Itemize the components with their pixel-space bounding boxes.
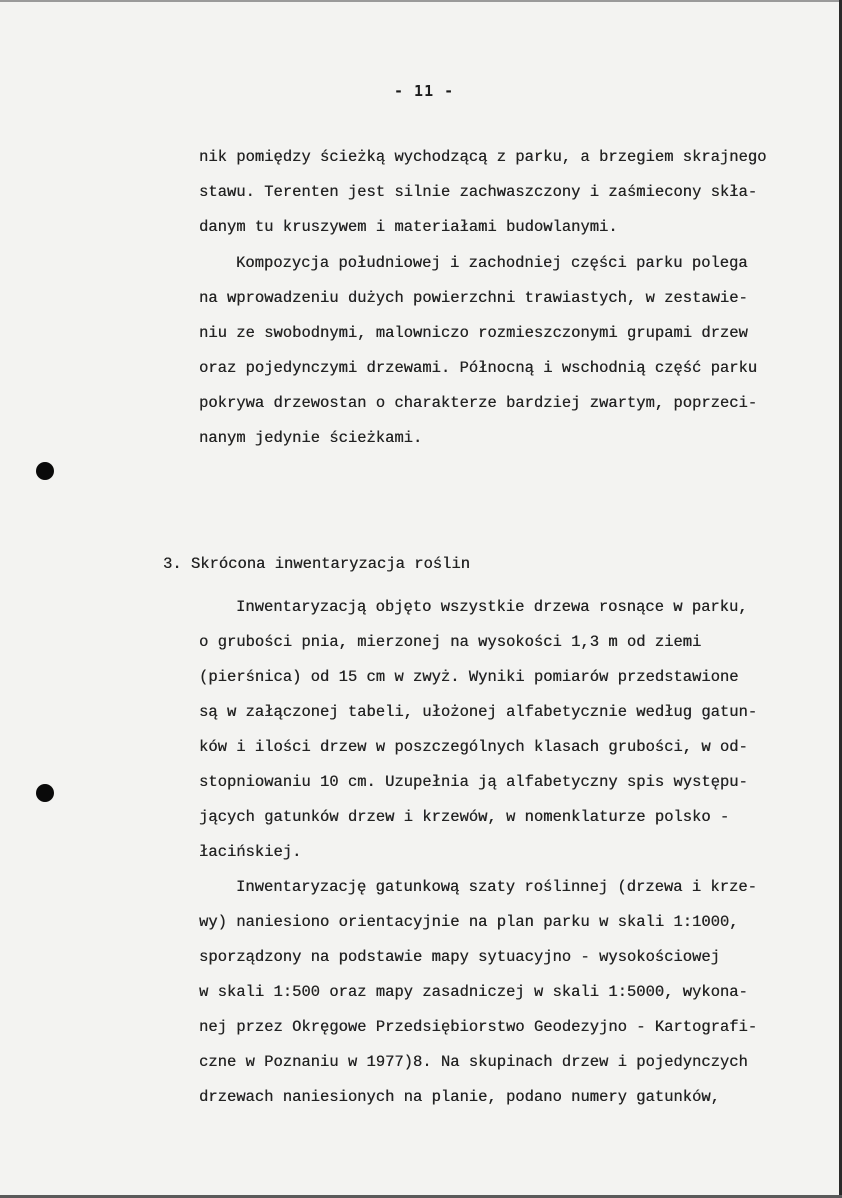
text-line: nanym jedynie ścieżkami. [199,429,423,447]
text-line: niu ze swobodnymi, malowniczo rozmieszczonymi grupami drzew [199,324,748,342]
punch-hole-upper [36,462,54,480]
text-line: Kompozycja południowej i zachodniej części parku polega [236,254,748,272]
text-line: na wprowadzeniu dużych powierzchni trawiastych, w zestawie- [199,289,748,307]
text-line: sporządzony na podstawie mapy sytuacyjno - wysokościowej [199,948,720,966]
text-line: Inwentaryzacją objęto wszystkie drzewa rosnące w parku, [236,598,748,616]
text-line: są w załączonej tabeli, ułożonej alfabetycznie według gatun- [199,703,758,721]
text-line: czne w Poznaniu w 1977)8. Na skupinach drzew i pojedynczych [199,1053,748,1071]
text-line: nik pomiędzy ścieżką wychodzącą z parku, a brzegiem skrajnego [199,148,767,166]
text-line: jących gatunków drzew i krzewów, w nomenklaturze polsko - [199,808,730,826]
text-line: drzewach naniesionych na planie, podano numery gatunków, [199,1088,720,1106]
text-line: o grubości pnia, mierzonej na wysokości 1,3 m od ziemi [199,633,702,651]
section-heading: 3. Skrócona inwentaryzacja roślin [163,555,470,573]
text-line: ków i ilości drzew w poszczególnych klasach grubości, w od- [199,738,748,756]
text-line: danym tu kruszywem i materiałami budowlanymi. [199,218,618,236]
text-line: (pierśnica) od 15 cm w zwyż. Wyniki pomiarów przedstawione [199,668,739,686]
text-line: Inwentaryzację gatunkową szaty roślinnej (drzewa i krze- [236,878,757,896]
text-line: pokrywa drzewostan o charakterze bardziej zwartym, poprzeci- [199,394,758,412]
text-line: nej przez Okręgowe Przedsiębiorstwo Geodezyjno - Kartografi- [199,1018,758,1036]
text-line: oraz pojedynczymi drzewami. Północną i wschodnią część parku [199,359,758,377]
text-line: w skali 1:500 oraz mapy zasadniczej w skali 1:5000, wykona- [199,983,748,1001]
text-line: stopniowaniu 10 cm. Uzupełnia ją alfabetyczny spis występu- [199,773,748,791]
text-line: wy) naniesiono orientacyjnie na plan parku w skali 1:1000, [199,913,739,931]
page-number: - 11 - [394,82,455,100]
text-line: łacińskiej. [199,843,302,861]
text-line: stawu. Terenten jest silnie zachwaszczony i zaśmiecony skła- [199,183,758,201]
page-top-edge [0,0,842,2]
punch-hole-lower [36,784,54,802]
